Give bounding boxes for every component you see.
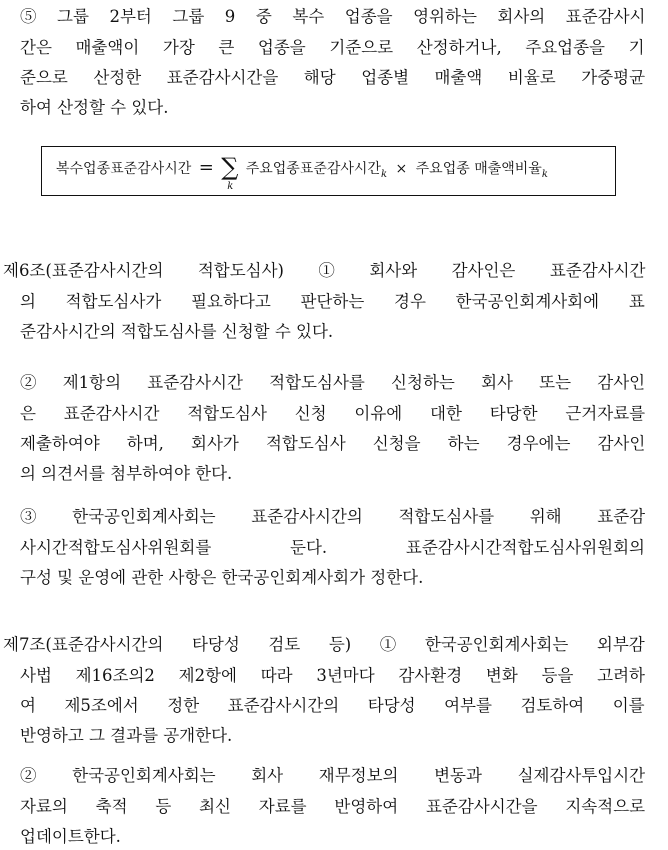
text-line: 제7조(표준감사시간의 타당성 검토 등) ① 한국공인회계사회는 외부감	[3, 635, 645, 654]
summation	[221, 153, 241, 192]
equals-sign: =	[198, 157, 214, 178]
formula-subscript-2: k	[541, 169, 548, 180]
text-line: ③ 한국공인회계사회는 표준감사시간의 적합도심사를 위해 표준감	[20, 507, 646, 526]
text-line: 의 적합도심사가 필요하다고 판단하는 경우 한국공인회계사회에 표	[20, 292, 645, 311]
text-line: 준으로 산정한 표준감사시간을 해당 업종별 매출액 비율로 가중평균	[20, 68, 646, 87]
text-line: 사법 제16조의2 제2항에 따라 3년마다 감사환경 변화 등을 고려하	[20, 666, 645, 685]
summation-index: k	[227, 181, 234, 192]
formula-term-2: 주요업종 매출액비율	[415, 161, 542, 177]
times-sign: ×	[395, 161, 408, 177]
text-line: 제출하여야 하며, 회사가 적합도심사 신청을 하는 경우에는 감사인	[20, 434, 646, 453]
formula-subscript-1: k	[380, 169, 388, 180]
text-line: 의 의견서를 첨부하여야 한다.	[20, 464, 233, 483]
text-line: 구성 및 운영에 관한 사항은 한국공인회계사회가 정한다.	[20, 568, 424, 587]
weighted-average-formula	[56, 153, 548, 192]
formula-box	[41, 146, 616, 196]
text-line: 간은 매출액이 가장 큰 업종을 기준으로 산정하거나, 주요업종을 기	[20, 38, 645, 57]
text-line: 자료의 축적 등 최신 자료를 반영하여 표준감사시간을 지속적으로	[20, 797, 646, 816]
text-line: ⑤ 그룹 2부터 그룹 9 중 복수 업종을 영위하는 회사의 표준감사시	[20, 7, 646, 26]
text-line: 업데이트한다.	[20, 827, 121, 846]
text-line: 여 제5조에서 정한 표준감사시간의 타당성 여부를 검토하여 이를	[20, 696, 645, 715]
text-line: ② 한국공인회계사회는 회사 재무정보의 변동과 실제감사투입시간	[20, 766, 646, 785]
text-line: 사시간적합도심사위원회를 둔다. 표준감사시간적합도심사위원회의	[20, 538, 645, 557]
text-line: ② 제1항의 표준감사시간 적합도심사를 신청하는 회사 또는 감사인	[20, 373, 646, 392]
text-line: 하여 산정할 수 있다.	[20, 98, 169, 117]
formula-term-1: 주요업종표준감사시간	[245, 161, 381, 177]
text-line: 준감사시간의 적합도심사를 신청할 수 있다.	[20, 322, 334, 341]
text-line: 제6조(표준감사시간의 적합도심사) ① 회사와 감사인은 표준감사시간	[3, 261, 646, 280]
text-line: 반영하고 그 결과를 공개한다.	[20, 726, 233, 745]
summation-icon: ∑	[221, 153, 239, 181]
text-line: 은 표준감사시간 적합도심사 신청 이유에 대한 타당한 근거자료를	[20, 404, 646, 423]
formula-lhs: 복수업종표준감사시간	[56, 161, 192, 177]
